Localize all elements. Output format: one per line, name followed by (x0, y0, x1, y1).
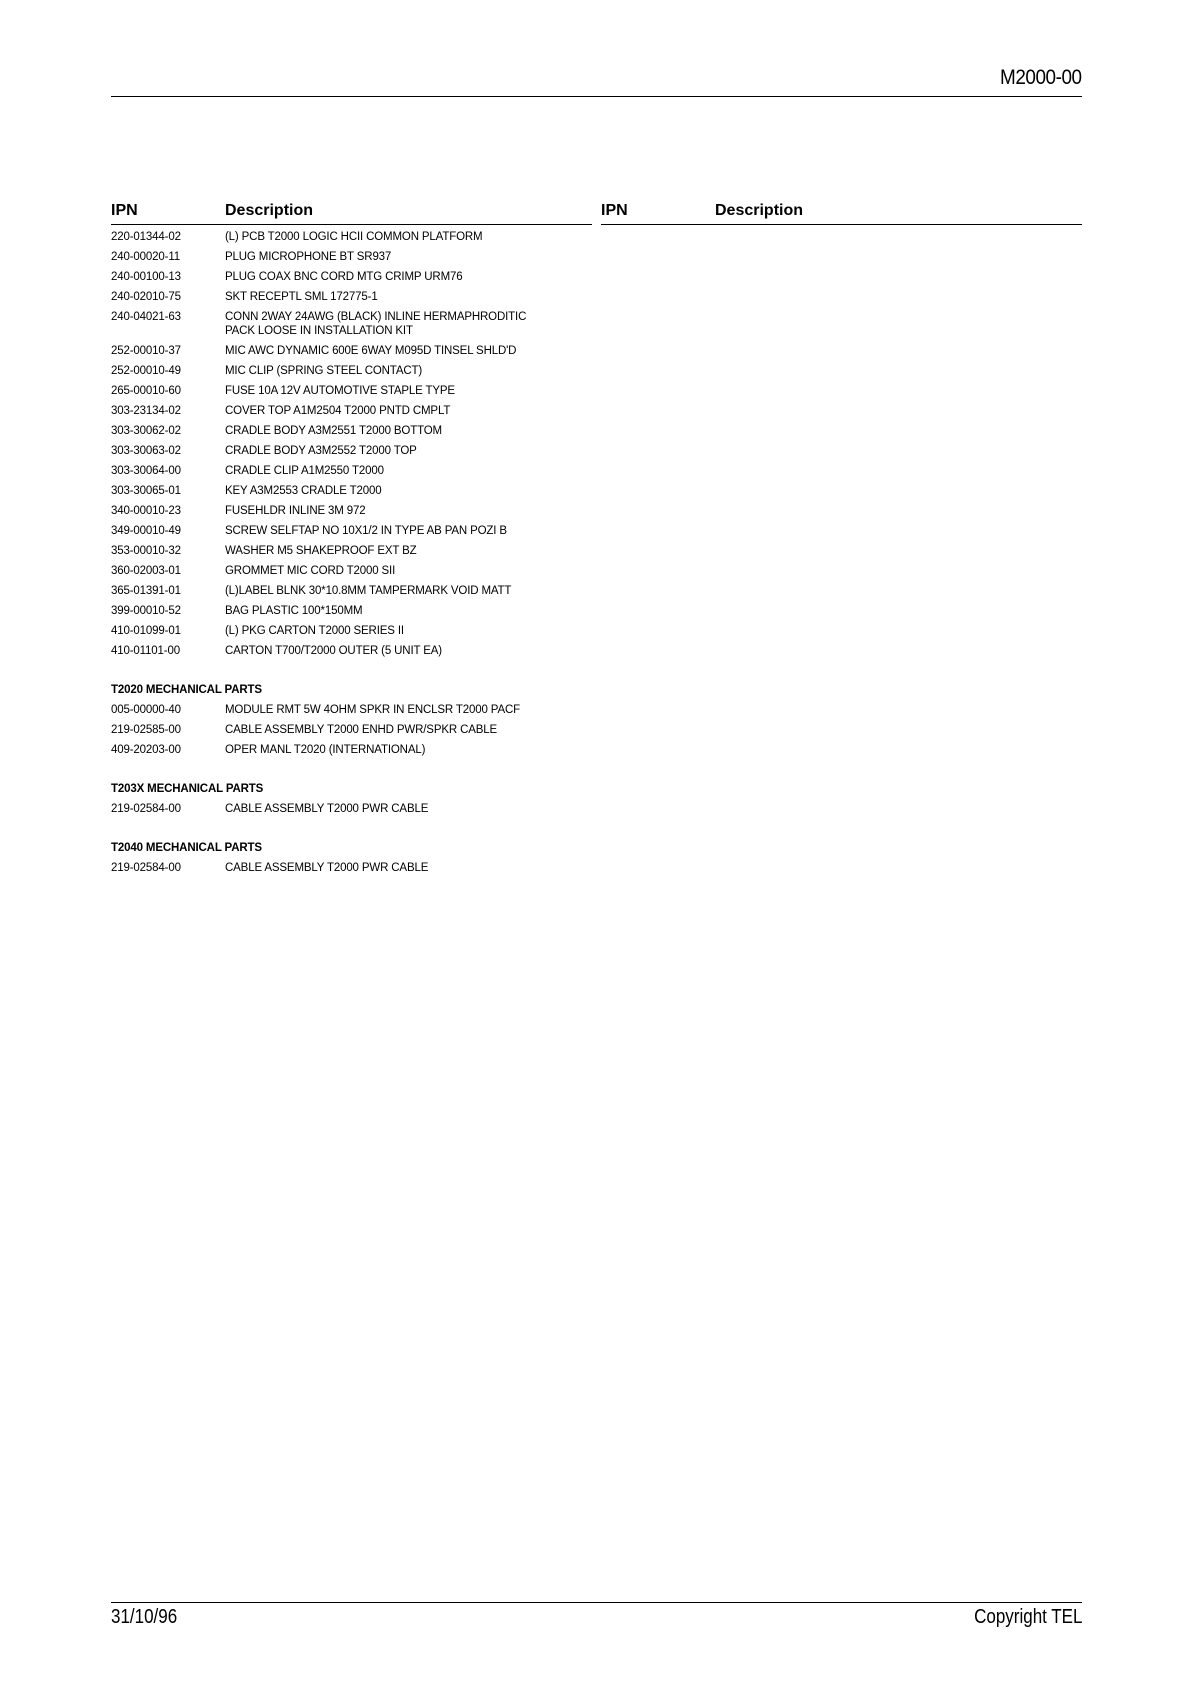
part-description: MIC AWC DYNAMIC 600E 6WAY M095D TINSEL SHLD'D (225, 345, 517, 357)
part-ipn: 303-30065-01 (111, 485, 181, 497)
part-description: CRADLE CLIP A1M2550 T2000 (225, 465, 384, 477)
part-row (111, 287, 592, 307)
part-description: PLUG MICROPHONE BT SR937 (225, 251, 392, 263)
part-description: CRADLE BODY A3M2551 T2000 BOTTOM (225, 425, 442, 437)
part-row (111, 361, 592, 381)
section-title-t203x: T203X MECHANICAL PARTS (111, 783, 264, 795)
part-ipn: 360-02003-01 (111, 565, 181, 577)
part-row (111, 720, 592, 740)
part-row (111, 621, 592, 641)
part-description: SKT RECEPTL SML 172775-1 (225, 291, 378, 303)
section-title-t2040: T2040 MECHANICAL PARTS (111, 842, 262, 854)
part-description: FUSE 10A 12V AUTOMOTIVE STAPLE TYPE (225, 385, 455, 397)
description-column-label: Description (715, 202, 804, 219)
part-description-line-2: PACK LOOSE IN INSTALLATION KIT (225, 325, 413, 337)
part-row (111, 521, 592, 541)
part-ipn: 005-00000-40 (111, 704, 181, 716)
footer-date: 31/10/96 (111, 1606, 178, 1628)
footer-copyright: Copyright TEL (973, 1606, 1082, 1628)
part-ipn: 265-00010-60 (111, 385, 181, 397)
part-row (111, 858, 592, 878)
part-ipn: 399-00010-52 (111, 605, 181, 617)
part-description: (L)LABEL BLNK 30*10.8MM TAMPERMARK VOID MATT (225, 585, 512, 597)
part-ipn: 409-20203-00 (111, 744, 181, 756)
part-ipn: 220-01344-02 (111, 231, 181, 243)
part-row (111, 401, 592, 421)
part-row (111, 561, 592, 581)
part-row (111, 541, 592, 561)
part-ipn: 410-01099-01 (111, 625, 181, 637)
part-row (111, 227, 592, 247)
header-rule (111, 96, 1082, 97)
part-ipn: 252-00010-49 (111, 365, 181, 377)
part-row (111, 799, 592, 819)
part-description: PLUG COAX BNC CORD MTG CRIMP URM76 (225, 271, 463, 283)
ipn-column-label: IPN (601, 202, 628, 219)
part-description: CRADLE BODY A3M2552 T2000 TOP (225, 445, 417, 457)
column-header-right (601, 202, 1082, 225)
part-row (111, 481, 592, 501)
part-description: CARTON T700/T2000 OUTER (5 UNIT EA) (225, 645, 442, 657)
section-title-t2020: T2020 MECHANICAL PARTS (111, 684, 262, 696)
part-description-line-1: CONN 2WAY 24AWG (BLACK) INLINE HERMAPHRODITIC (225, 311, 527, 323)
part-ipn: 365-01391-01 (111, 585, 181, 597)
part-ipn: 240-02010-75 (111, 291, 181, 303)
part-ipn: 303-30062-02 (111, 425, 181, 437)
part-row (111, 421, 592, 441)
part-ipn: 303-30063-02 (111, 445, 181, 457)
part-description: CABLE ASSEMBLY T2000 PWR CABLE (225, 862, 429, 874)
part-ipn: 219-02584-00 (111, 862, 181, 874)
part-description: SCREW SELFTAP NO 10X1/2 IN TYPE AB PAN POZI B (225, 525, 507, 537)
parts-list (111, 227, 592, 878)
part-description: BAG PLASTIC 100*150MM (225, 605, 363, 617)
part-row (111, 581, 592, 601)
part-row (111, 601, 592, 621)
part-ipn: 303-23134-02 (111, 405, 181, 417)
footer-rule (111, 1602, 1082, 1603)
part-row (111, 501, 592, 521)
part-description: COVER TOP A1M2504 T2000 PNTD CMPLT (225, 405, 451, 417)
part-description: OPER MANL T2020 (INTERNATIONAL) (225, 744, 426, 756)
part-ipn: 240-00020-11 (111, 251, 180, 263)
part-ipn: 252-00010-37 (111, 345, 181, 357)
part-description: MODULE RMT 5W 4OHM SPKR IN ENCLSR T2000 PACF (225, 704, 521, 716)
part-row (111, 341, 592, 361)
part-row (111, 700, 592, 720)
part-description: KEY A3M2553 CRADLE T2000 (225, 485, 382, 497)
part-description: (L) PCB T2000 LOGIC HCII COMMON PLATFORM (225, 231, 483, 243)
part-ipn: 303-30064-00 (111, 465, 181, 477)
part-row (111, 641, 592, 661)
part-ipn: 219-02584-00 (111, 803, 181, 815)
part-ipn: 353-00010-32 (111, 545, 181, 557)
part-description: (L) PKG CARTON T2000 SERIES II (225, 625, 404, 637)
part-ipn: 219-02585-00 (111, 724, 181, 736)
part-row (111, 307, 592, 341)
description-column-label: Description (225, 202, 314, 219)
part-description: MIC CLIP (SPRING STEEL CONTACT) (225, 365, 423, 377)
part-row (111, 461, 592, 481)
part-ipn: 340-00010-23 (111, 505, 181, 517)
part-description: WASHER M5 SHAKEPROOF EXT BZ (225, 545, 417, 557)
part-ipn: 240-00100-13 (111, 271, 181, 283)
part-description: CABLE ASSEMBLY T2000 PWR CABLE (225, 803, 429, 815)
part-description: CABLE ASSEMBLY T2000 ENHD PWR/SPKR CABLE (225, 724, 498, 736)
part-description: GROMMET MIC CORD T2000 SII (225, 565, 396, 577)
part-row (111, 740, 592, 760)
document-code: M2000-00 (1000, 66, 1082, 89)
part-description (225, 310, 592, 341)
part-description: FUSEHLDR INLINE 3M 972 (225, 505, 366, 517)
part-ipn: 410-01101-00 (111, 645, 180, 657)
ipn-column-label: IPN (111, 202, 138, 219)
part-row (111, 267, 592, 287)
column-header-left (111, 202, 592, 225)
part-row (111, 381, 592, 401)
part-ipn: 349-00010-49 (111, 525, 181, 537)
part-ipn: 240-04021-63 (111, 311, 181, 323)
part-row (111, 441, 592, 461)
part-row (111, 247, 592, 267)
